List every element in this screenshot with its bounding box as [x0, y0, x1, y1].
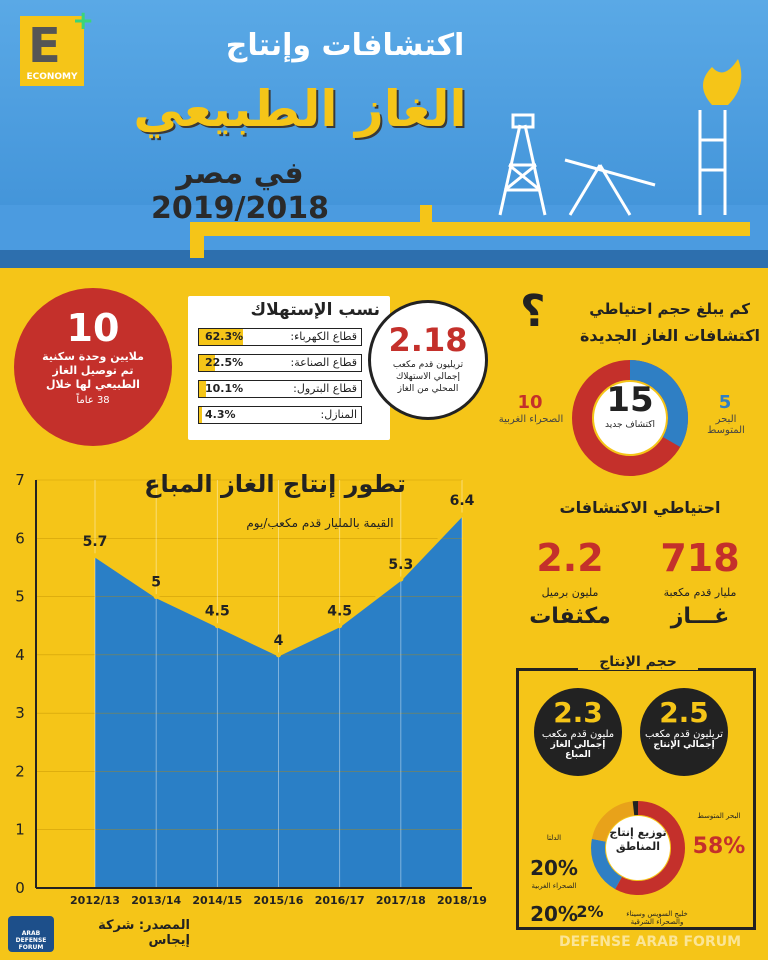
region-value: 58%: [692, 834, 746, 859]
consumption-row-label: المنازل:: [320, 408, 357, 421]
data-point: [398, 577, 403, 582]
condensate-value: 2.2: [536, 536, 604, 580]
y-tick-label: 4: [15, 645, 25, 664]
forum-badge-text: ARAB DEFENSE FORUM: [15, 930, 47, 951]
source-text: المصدر: شركة إيجاس: [98, 918, 190, 948]
consumption-row: [198, 328, 362, 346]
production-title: حجم الإنتاج: [578, 654, 698, 670]
discoveries-total: 15: [606, 380, 654, 420]
x-tick-label: 2016/17: [314, 894, 365, 907]
forum-badge: [8, 916, 54, 952]
data-point: [215, 623, 220, 628]
x-tick-label: 2018/19: [437, 894, 487, 907]
y-tick-label: 0: [15, 879, 25, 897]
households-value: 10: [66, 306, 120, 350]
chart-subtitle: القيمة بالمليار قدم مكعب/يوم: [246, 516, 394, 530]
logo-letter: E: [28, 18, 61, 74]
logo-plus: +: [72, 6, 94, 36]
header-banner: [0, 0, 768, 268]
gas-reserve-unit: مليار قدم مكعبة: [663, 586, 737, 599]
total-production-unit: تريليون قدم مكعب: [644, 729, 724, 740]
consumption-row-value: 10.1%: [205, 382, 244, 395]
data-point: [337, 623, 342, 628]
consumption-row-value: 4.3%: [205, 408, 236, 421]
consumption-bar-fill: [199, 407, 202, 423]
data-point: [154, 594, 159, 599]
economy-logo: [20, 6, 94, 86]
y-tick-label: 6: [15, 529, 25, 548]
total-consumption-text: تريليون قدم مكعب إجمالي الاستهلاك المحلي من الغاز: [392, 360, 464, 394]
data-label: 4.5: [327, 603, 353, 620]
distribution-title: توزيع إنتاج المناطق: [609, 826, 667, 853]
consumption-row-label: قطاع البترول:: [293, 382, 357, 395]
data-label: 6.4: [449, 492, 475, 509]
consumption-row: [198, 406, 362, 424]
region-value: 2%: [576, 902, 604, 921]
consumption-row-value: 62.3%: [205, 330, 244, 343]
data-point: [276, 652, 281, 657]
consumption-row: [198, 380, 362, 398]
mediterranean-count: 5: [718, 392, 732, 413]
x-tick-label: 2017/18: [375, 894, 426, 907]
data-point: [460, 512, 465, 517]
data-label: 5.3: [388, 557, 414, 574]
region-value: 20%: [530, 902, 578, 926]
data-label: 4: [273, 632, 284, 649]
title-line-1: اكتشافات وإنتاج: [225, 28, 465, 63]
region-name: الدلتا: [546, 834, 562, 842]
consumption-row-value: 22.5%: [205, 356, 244, 369]
data-label: 4.5: [204, 603, 230, 620]
sold-gas-value: 2.3: [553, 696, 603, 729]
total-consumption-badge: [368, 300, 488, 420]
y-tick-label: 7: [15, 471, 25, 489]
sold-gas-label: إجمالي الغاز المباع: [550, 740, 606, 760]
chart-title: تطور إنتاج الغاز المباع: [144, 470, 406, 498]
gas-reserve-value: 718: [660, 536, 740, 580]
consumption-row-label: قطاع الصناعة:: [290, 356, 357, 369]
region-name: خليج السويس وسيناء والصحراء الشرقية: [626, 910, 688, 926]
y-tick-label: 2: [15, 762, 25, 781]
sold-gas-badge: [534, 688, 622, 776]
y-tick-label: 5: [15, 587, 25, 606]
discoveries-question-2: اكتشافات الغاز الجديدة: [579, 326, 760, 345]
west-desert-count: 10: [517, 392, 543, 413]
x-tick-label: 2014/15: [192, 894, 243, 907]
total-consumption-value: 2.18: [388, 321, 468, 359]
mediterranean-label: البحر المتوسط: [707, 414, 745, 436]
data-label: 5: [151, 574, 162, 591]
title-line-2: الغاز الطبيعي: [133, 80, 467, 138]
consumption-row: [198, 354, 362, 372]
total-production-value: 2.5: [659, 696, 709, 729]
y-tick-label: 3: [15, 704, 25, 723]
sold-gas-chart: [0, 468, 500, 908]
question-mark: ؟: [520, 286, 546, 337]
data-point: [93, 553, 98, 558]
x-tick-label: 2015/16: [253, 894, 304, 907]
households-period: 38 عاماً: [76, 395, 110, 406]
title-line-3: في مصر 2019/2018: [151, 156, 329, 226]
consumption-shares-card: [188, 296, 390, 440]
region-name: البحر المتوسط: [697, 812, 741, 820]
reserves-title: احتياطي الاكتشافات: [559, 498, 721, 517]
households-text: ملايين وحدة سكنية تم توصيل الغاز الطبيعي لها خلال: [42, 350, 144, 391]
logo-text: ECONOMY: [26, 72, 78, 82]
data-label: 5.7: [82, 533, 108, 550]
x-tick-label: 2012/13: [70, 894, 120, 907]
gas-label: غـــاز: [670, 604, 730, 629]
region-value: 20%: [530, 856, 578, 880]
discoveries-total-label: اكتشاف جديد: [605, 420, 655, 430]
consumption-row-label: قطاع الكهرباء:: [290, 330, 357, 343]
watermark-text: DEFENSE ARAB FORUM: [558, 934, 742, 950]
condensate-label: مكثفات: [529, 604, 611, 629]
x-tick-label: 2013/14: [131, 894, 182, 907]
region-name: الصحراء الغربية: [531, 882, 577, 890]
condensate-unit: مليون برميل: [541, 586, 599, 599]
total-production-label: إجمالي الإنتاج: [653, 740, 715, 750]
consumption-title: نسب الإستهلاك: [250, 300, 380, 320]
total-production-badge: [640, 688, 728, 776]
discoveries-question-1: كم يبلغ حجم احتياطي: [589, 300, 750, 318]
households-badge: [14, 288, 172, 446]
y-tick-label: 1: [15, 820, 25, 839]
west-desert-label: الصحراء الغربية: [498, 414, 564, 425]
sold-gas-unit: مليون قدم مكعب: [541, 729, 615, 740]
